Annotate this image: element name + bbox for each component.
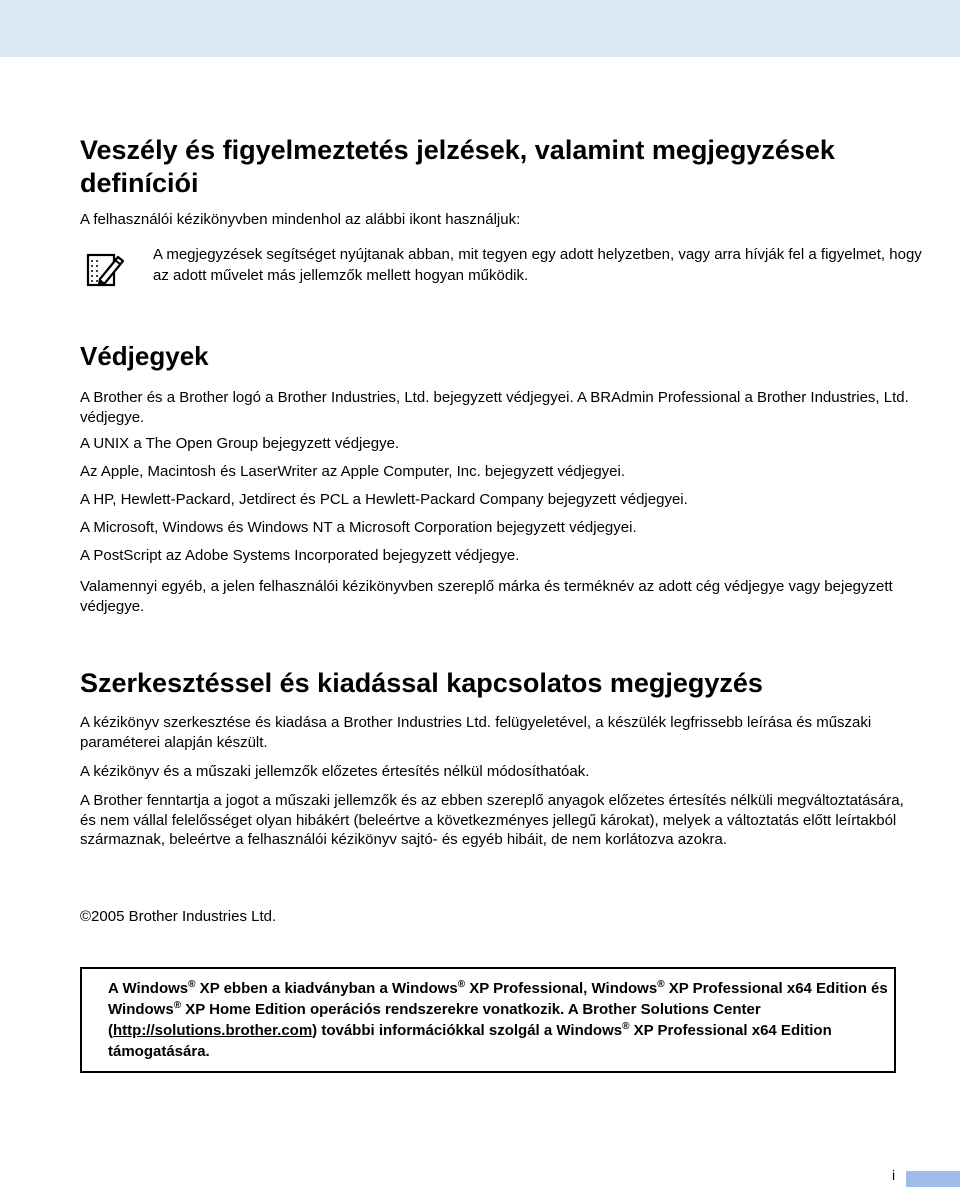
notice-text: XP ebben a kiadványban a Windows bbox=[195, 980, 458, 997]
trademark-paragraph: A UNIX a The Open Group bejegyzett védjegye. bbox=[80, 435, 400, 452]
registered-mark: ® bbox=[657, 979, 665, 990]
note-text: A megjegyzések segítséget nyújtanak abban, mit tegyen egy adott helyzetben, vagy arra hívják fel a figyelmet, hogy az adott művelet más jellemzők mellett hogyan működik. bbox=[153, 246, 922, 284]
trademark-paragraph: A Microsoft, Windows és Windows NT a Microsoft Corporation bejegyzett védjegyei. bbox=[80, 519, 637, 536]
solutions-center-link[interactable]: http://solutions.brother.com bbox=[113, 1022, 313, 1039]
notice-text: A Windows bbox=[108, 980, 189, 997]
registered-mark: ® bbox=[188, 979, 196, 990]
registered-mark: ® bbox=[173, 1000, 182, 1011]
trademark-paragraph: A Brother és a Brother logó a Brother Industries, Ltd. bejegyzett védjegyei. A BRAdmin Professional a Brother Industries, Ltd. védjegye. bbox=[80, 389, 909, 426]
registered-mark: ® bbox=[622, 1021, 630, 1032]
page-number: i bbox=[892, 1167, 896, 1183]
notice-text: XP Professional, Windows bbox=[465, 980, 658, 997]
page-title: Veszély és figyelmeztetés jelzések, valamint megjegyzések definíciói bbox=[80, 135, 835, 198]
trademark-paragraph: Az Apple, Macintosh és LaserWriter az Apple Computer, Inc. bejegyzett védjegyei. bbox=[80, 463, 626, 480]
trademarks-heading: Védjegyek bbox=[80, 341, 209, 371]
editorial-paragraph: A Brother fenntartja a jogot a műszaki jellemzők és az ebben szereplő anyagok előzetes értesítés nélküli megváltoztatására, és nem vállal felelősséget olyan hibákért (beleértve a következményes jellegű károkat), melyek a változtatás előtt leírtakból származnak, beleértve a felhasználói kézikönyv sajtó- és egyéb hibáit, de nem korlátozva azokra. bbox=[80, 792, 904, 848]
windows-notice-box bbox=[80, 967, 896, 1073]
trademark-paragraph: A PostScript az Adobe Systems Incorporated bejegyzett védjegye. bbox=[80, 547, 520, 564]
registered-mark: ® bbox=[457, 979, 466, 990]
notice-text: XP Professional x64 Edition és Windows bbox=[108, 980, 888, 1018]
notice-text: XP Professional x64 Edition támogatására. bbox=[108, 1022, 832, 1060]
notice-text: XP Home Edition operációs rendszerekre vonatkozik. A Brother Solutions Center ( bbox=[108, 1001, 761, 1039]
intro-text: A felhasználói kézikönyvben mindenhol az alábbi ikont használjuk: bbox=[80, 211, 521, 228]
note-pencil-icon bbox=[84, 249, 124, 289]
editorial-paragraph: A kézikönyv és a műszaki jellemzők előzetes értesítés nélkül módosíthatóak. bbox=[80, 763, 590, 780]
page-tab bbox=[906, 1171, 960, 1187]
trademark-paragraph: Valamennyi egyéb, a jelen felhasználói kézikönyvben szereplő márka és terméknév az adott cég védjegye vagy bejegyzett védjegye. bbox=[80, 578, 893, 615]
copyright: ©2005 Brother Industries Ltd. bbox=[80, 908, 277, 925]
editorial-paragraph: A kézikönyv szerkesztése és kiadása a Brother Industries Ltd. felügyeletével, a készülék legfrissebb leírása és műszaki paraméterei alapján készült. bbox=[80, 714, 872, 751]
header-band bbox=[0, 0, 960, 57]
notice-text: ) további információkkal szolgál a Windows bbox=[312, 1022, 623, 1039]
windows-notice-text bbox=[108, 978, 888, 1062]
trademark-paragraph: A HP, Hewlett-Packard, Jetdirect és PCL a Hewlett-Packard Company bejegyzett védjegyei. bbox=[80, 491, 688, 508]
editorial-heading: Szerkesztéssel és kiadással kapcsolatos megjegyzés bbox=[80, 668, 763, 698]
